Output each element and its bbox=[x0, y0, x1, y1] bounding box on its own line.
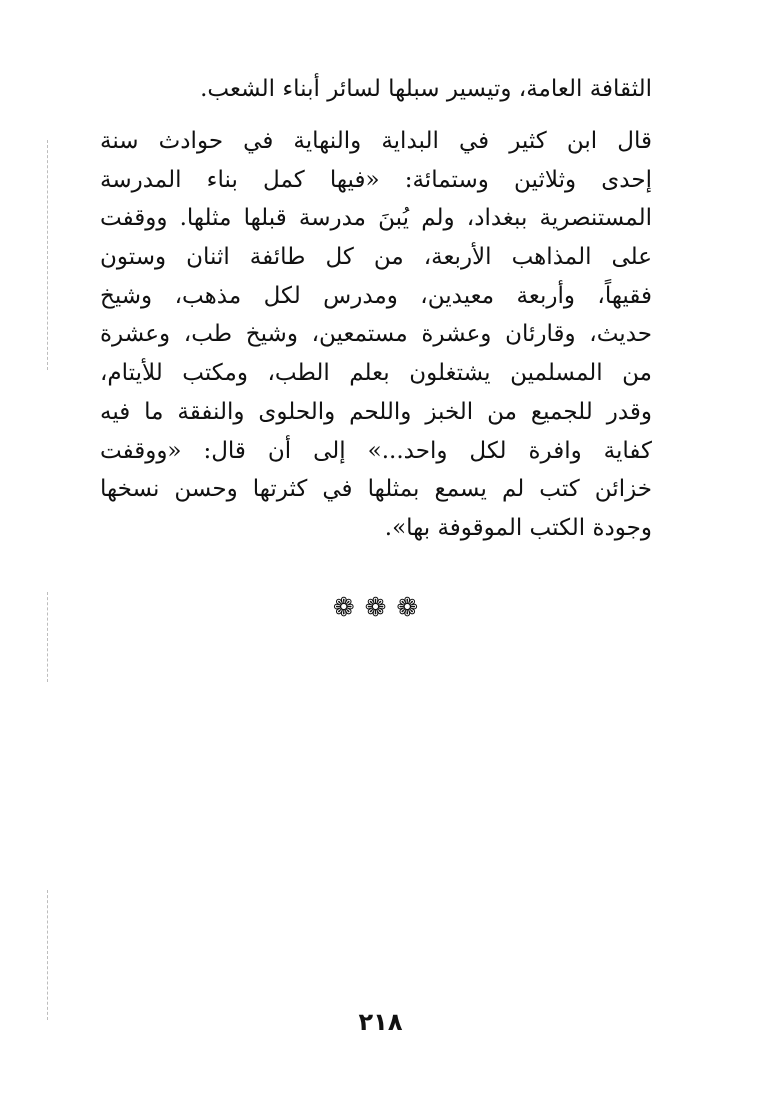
text-line: وقدر للجميع من الخبز واللحم والحلوى والنفقة ما فيه bbox=[100, 398, 652, 425]
margin-rule bbox=[47, 890, 48, 1020]
paragraph-1 bbox=[100, 70, 652, 109]
section-divider-ornaments: ❁❁❁ bbox=[332, 593, 429, 623]
text-line: المستنصرية ببغداد، ولم يُبنَ مدرسة قبلها مثلها. ووقفت bbox=[100, 205, 652, 232]
text-line: إحدى وثلاثين وستمائة: «فيها كمل بناء المدرسة bbox=[100, 166, 652, 193]
text-line: حديث، وقارئان وعشرة مستمعين، وشيخ طب، وعشرة bbox=[100, 321, 652, 348]
margin-rule bbox=[47, 140, 48, 370]
text-line: على المذاهب الأربعة، من كل طائفة اثنان وستون bbox=[100, 244, 652, 271]
paragraph-2 bbox=[100, 122, 652, 548]
text-line: خزائن كتب لم يسمع بمثلها في كثرتها وحسن نسخها bbox=[100, 476, 652, 503]
text-line: من المسلمين يشتغلون بعلم الطب، ومكتب للأيتام، bbox=[100, 360, 652, 387]
text-line: فقيهاً، وأربعة معيدين، ومدرس لكل مذهب، وشيخ bbox=[100, 282, 652, 309]
page-number: ٢١٨ bbox=[358, 1008, 403, 1036]
text-line: الثقافة العامة، وتيسير سبلها لسائر أبناء الشعب. bbox=[200, 76, 652, 102]
text-line: كفاية وافرة لكل واحد...» إلى أن قال: «ووقفت bbox=[100, 437, 652, 464]
text-line: قال ابن كثير في البداية والنهاية في حوادث سنة bbox=[100, 128, 652, 154]
text-line: وجودة الكتب الموقوفة بها». bbox=[384, 514, 652, 541]
